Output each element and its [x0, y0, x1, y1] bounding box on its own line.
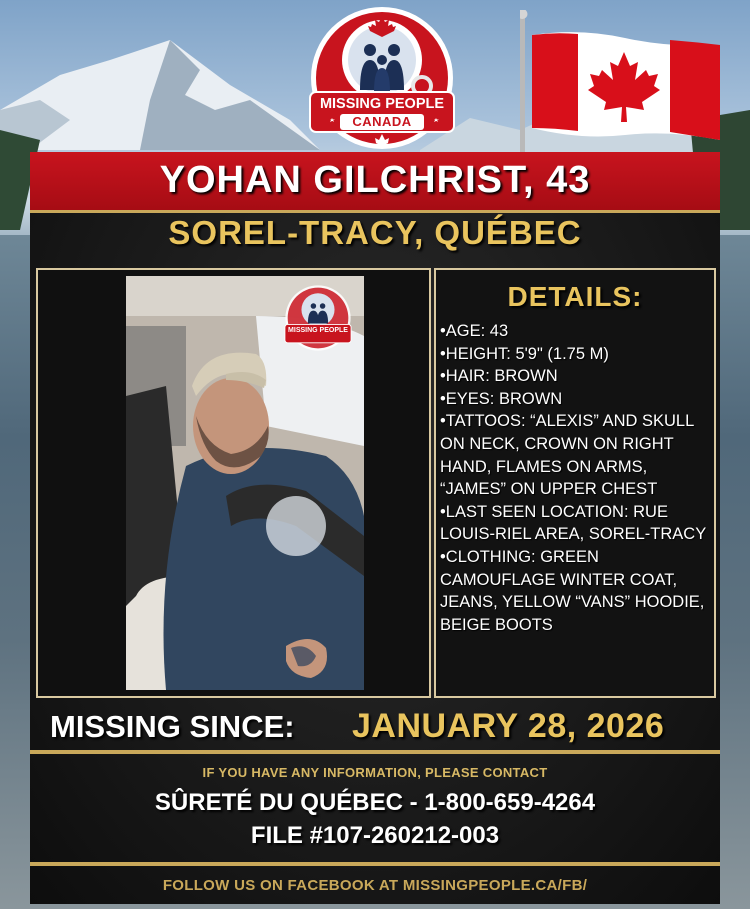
detail-tattoos: • TATTOOS: “ALEXIS” AND SKULL ON NECK, CROWN ON RIGHT HAND, FLAMES ON ARMS, “JAMES” ON UPPER CHEST	[440, 410, 712, 500]
photo-watermark-text-missing-people: MISSING PEOPLE	[288, 327, 348, 334]
detail-clothing: • CLOTHING: GREEN CAMOUFLAGE WINTER COAT, JEANS, YELLOW “VANS” HOODIE, BEIGE BOOTS	[440, 546, 712, 636]
detail-eyes: • EYES: BROWN	[440, 388, 712, 411]
photo-watermark-text-canada: CANADA	[303, 336, 333, 343]
contact-agency-phone: SÛRETÉ DU QUÉBEC - 1-800-659-4264	[154, 789, 596, 816]
contact-intro: IF YOU HAVE ANY INFORMATION, PLEASE CONTACT	[202, 765, 548, 780]
title-banner	[30, 152, 720, 213]
missing-people-canada-logo	[300, 4, 464, 152]
details-heading: DETAILS:	[507, 281, 643, 312]
missing-since-row	[30, 702, 720, 752]
person-location: SOREL-TRACY, QUÉBEC	[168, 214, 582, 251]
contact-file-number: FILE #107-260212-003	[250, 822, 500, 849]
missing-since-label: MISSING SINCE:	[50, 709, 295, 744]
detail-age: • AGE: 43	[440, 320, 712, 343]
person-name-age: YOHAN GILCHRIST, 43	[159, 159, 591, 201]
logo-text-missing-people: MISSING PEOPLE	[319, 96, 445, 112]
details-list	[440, 320, 712, 636]
canada-flag-image	[520, 10, 730, 160]
facebook-footer: FOLLOW US ON FACEBOOK AT MISSINGPEOPLE.CA/FB/	[162, 877, 588, 894]
detail-last-seen-location: • LAST SEEN LOCATION: RUE LOUIS-RIEL AREA, SOREL-TRACY	[440, 501, 712, 546]
detail-height: • HEIGHT: 5'9" (1.75 M)	[440, 343, 712, 366]
detail-hair: • HAIR: BROWN	[440, 365, 712, 388]
divider-top	[30, 750, 720, 754]
divider-bottom	[30, 862, 720, 866]
missing-since-date: JANUARY 28, 2026	[352, 707, 665, 745]
logo-text-canada: CANADA	[352, 114, 412, 129]
